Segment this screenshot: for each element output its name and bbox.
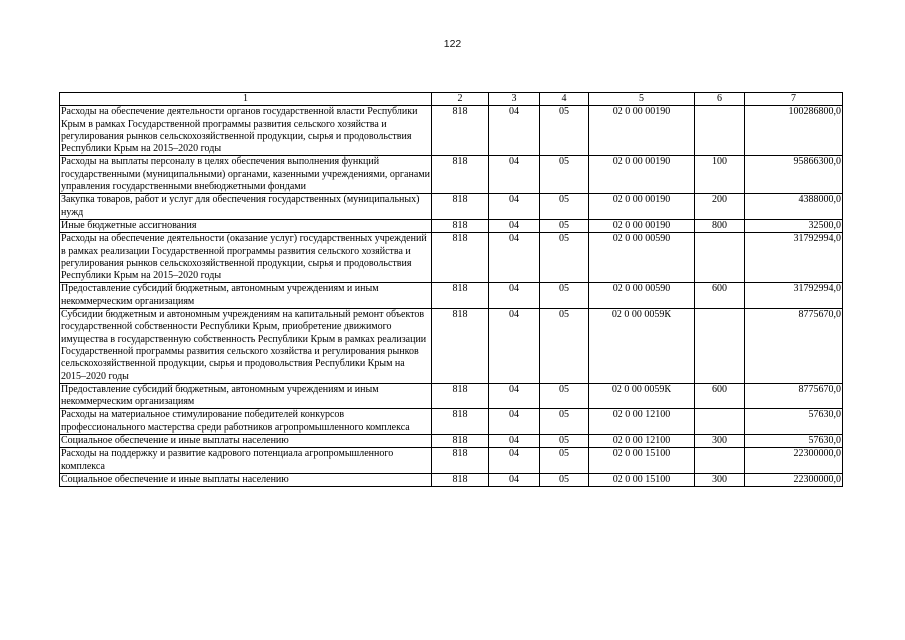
- row-amount: 57630,0: [745, 409, 843, 435]
- row-expense-type: 200: [695, 194, 745, 220]
- row-name: Расходы на материальное стимулирование победителей конкурсов профессионального мастерства среди работников агропромышленного комплекса: [60, 409, 432, 435]
- row-expense-type: [695, 409, 745, 435]
- table-row: [60, 409, 843, 435]
- table-row: [60, 473, 843, 486]
- row-expense-type: 300: [695, 435, 745, 448]
- row-subsection-code: 05: [540, 409, 589, 435]
- row-expense-type: [695, 106, 745, 156]
- row-expense-type: 800: [695, 219, 745, 232]
- row-target-code: 02 0 00 0059К: [589, 383, 695, 409]
- row-subsection-code: 05: [540, 283, 589, 309]
- row-expense-type: 100: [695, 156, 745, 194]
- table-row: [60, 309, 843, 384]
- table-row: [60, 156, 843, 194]
- column-header-3: 3: [489, 93, 540, 106]
- row-expense-type: [695, 233, 745, 283]
- row-section-code: 04: [489, 435, 540, 448]
- column-header-2: 2: [432, 93, 489, 106]
- row-name: Расходы на выплаты персоналу в целях обеспечения выполнения функций государственными (муниципальными) органами, казенными учреждениями, органами управления государственными внебюджетными фондами: [61, 156, 430, 193]
- row-section-code: 04: [489, 233, 540, 283]
- row-ministry-code: 818: [432, 156, 489, 194]
- row-section-code: 04: [489, 409, 540, 435]
- budget-table: [59, 92, 843, 487]
- row-section-code: 04: [489, 283, 540, 309]
- row-expense-type: 600: [695, 383, 745, 409]
- row-section-code: 04: [489, 473, 540, 486]
- table-row: [60, 106, 843, 156]
- row-amount: 22300000,0: [745, 448, 843, 474]
- column-header-7: 7: [745, 93, 843, 106]
- row-subsection-code: 05: [540, 435, 589, 448]
- row-subsection-code: 05: [540, 309, 589, 384]
- column-header-4: 4: [540, 93, 589, 106]
- row-ministry-code: 818: [432, 383, 489, 409]
- row-section-code: 04: [489, 309, 540, 384]
- row-name: Иные бюджетные ассигнования: [60, 219, 432, 232]
- row-ministry-code: 818: [432, 219, 489, 232]
- row-subsection-code: 05: [540, 194, 589, 220]
- column-header-6: 6: [695, 93, 745, 106]
- row-name: Социальное обеспечение и иные выплаты населению: [60, 473, 432, 486]
- table-row: [60, 448, 843, 474]
- row-amount: 31792994,0: [745, 283, 843, 309]
- row-expense-type: 300: [695, 473, 745, 486]
- row-ministry-code: 818: [432, 106, 489, 156]
- row-subsection-code: 05: [540, 219, 589, 232]
- table-row: [60, 219, 843, 232]
- row-amount: 22300000,0: [745, 473, 843, 486]
- row-target-code: 02 0 00 12100: [589, 435, 695, 448]
- row-ministry-code: 818: [432, 448, 489, 474]
- table-row: [60, 435, 843, 448]
- row-subsection-code: 05: [540, 473, 589, 486]
- row-amount: 95866300,0: [745, 156, 843, 194]
- row-ministry-code: 818: [432, 309, 489, 384]
- row-name: Предоставление субсидий бюджетным, автономным учреждениям и иным некоммерческим организациям: [60, 383, 432, 409]
- column-header-1: 1: [60, 93, 432, 106]
- row-subsection-code: 05: [540, 106, 589, 156]
- row-amount: 4388000,0: [745, 194, 843, 220]
- row-section-code: 04: [489, 106, 540, 156]
- row-target-code: 02 0 00 0059К: [589, 309, 695, 384]
- row-target-code: 02 0 00 15100: [589, 473, 695, 486]
- row-amount: 32500,0: [745, 219, 843, 232]
- row-ministry-code: 818: [432, 233, 489, 283]
- row-target-code: 02 0 00 15100: [589, 448, 695, 474]
- row-name: Расходы на обеспечение деятельности органов государственной власти Республики Крым в рамках Государственной программы развития сельского хозяйства и регулирования рынков сельскохозяйственной продукции, сырья и продовольствия Республики Крым на 2015–2020 годы: [60, 106, 432, 156]
- column-header-5: 5: [589, 93, 695, 106]
- row-ministry-code: 818: [432, 473, 489, 486]
- row-name: Расходы на обеспечение деятельности (оказание услуг) государственных учреждений в рамках реализации Государственной программы развития сельского хозяйства и регулирования рынков сельскохозяйственной продукции, сырья и продовольствия Республики Крым на 2015–2020 годы: [60, 233, 432, 283]
- row-target-code: 02 0 00 00590: [589, 233, 695, 283]
- page-number: 122: [443, 38, 462, 50]
- row-name: Расходы на поддержку и развитие кадрового потенциала агропромышленного комплекса: [60, 448, 432, 474]
- row-amount: 8775670,0: [745, 309, 843, 384]
- row-target-code: 02 0 00 00590: [589, 283, 695, 309]
- row-subsection-code: 05: [540, 448, 589, 474]
- row-expense-type: [695, 448, 745, 474]
- row-target-code: 02 0 00 12100: [589, 409, 695, 435]
- row-section-code: 04: [489, 219, 540, 232]
- row-ministry-code: 818: [432, 194, 489, 220]
- row-subsection-code: 05: [540, 156, 589, 194]
- row-amount: 8775670,0: [745, 383, 843, 409]
- row-subsection-code: 05: [540, 383, 589, 409]
- row-target-code: 02 0 00 00190: [589, 219, 695, 232]
- row-subsection-code: 05: [540, 233, 589, 283]
- row-ministry-code: 818: [432, 435, 489, 448]
- row-amount: 57630,0: [745, 435, 843, 448]
- row-amount: 31792994,0: [745, 233, 843, 283]
- row-section-code: 04: [489, 383, 540, 409]
- row-name: Субсидии бюджетным и автономным учреждениям на капитальный ремонт объектов государственной собственности Республики Крым, приобретение движимого имущества в государственную собственность Республики Крым в рамках реализации Государственной программы развития сельского хозяйства и регулирования рынков сельскохозяйственной продукции, сырья и продовольствия Республики Крым на 2015–2020 годы: [60, 309, 432, 384]
- table-row: [60, 194, 843, 220]
- row-section-code: 04: [489, 194, 540, 220]
- table-row: [60, 233, 843, 283]
- table-row: [60, 283, 843, 309]
- row-name: Предоставление субсидий бюджетным, автономным учреждениям и иным некоммерческим организациям: [60, 283, 432, 309]
- row-expense-type: 600: [695, 283, 745, 309]
- row-section-code: 04: [489, 448, 540, 474]
- row-name: Социальное обеспечение и иные выплаты населению: [60, 435, 432, 448]
- row-target-code: 02 0 00 00190: [589, 156, 695, 194]
- table-header-row: [60, 93, 843, 106]
- row-target-code: 02 0 00 00190: [589, 194, 695, 220]
- row-expense-type: [695, 309, 745, 384]
- row-section-code: 04: [489, 156, 540, 194]
- row-target-code: 02 0 00 00190: [589, 106, 695, 156]
- row-ministry-code: 818: [432, 409, 489, 435]
- row-ministry-code: 818: [432, 283, 489, 309]
- table-row: [60, 383, 843, 409]
- row-name: Закупка товаров, работ и услуг для обеспечения государственных (муниципальных) нужд: [60, 194, 432, 220]
- row-amount: 100286800,0: [745, 106, 843, 156]
